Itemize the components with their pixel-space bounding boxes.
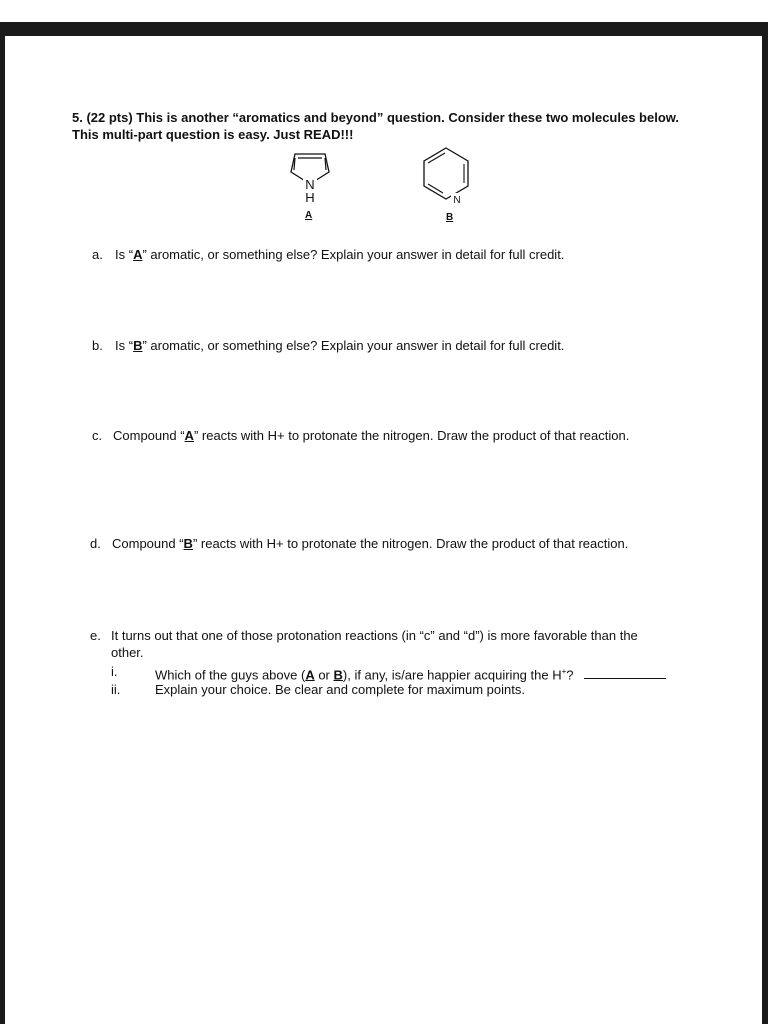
pyridine-double-bond-1 xyxy=(428,153,445,163)
question-header-line1: 5. (22 pts) This is another “aromatics and beyond” question. Consider these two molecules below. xyxy=(72,110,680,125)
pyrrole-nitrogen: N xyxy=(305,177,315,192)
part-e-line1: It turns out that one of those protonation reactions (in “c” and “d”) is more favorable than the xyxy=(111,628,638,643)
part-a-text: Is “A” aromatic, or something else? Explain your answer in detail for full credit. xyxy=(115,247,565,262)
part-d-text: Compound “B” reacts with H+ to protonate the nitrogen. Draw the product of that reaction. xyxy=(112,536,629,551)
pyrrole-hydrogen: H xyxy=(305,190,315,205)
part-a-marker: a. xyxy=(92,247,103,262)
molecule-a-pyrrole xyxy=(285,144,335,206)
molecule-a-label: A xyxy=(305,210,313,221)
part-c-marker: c. xyxy=(92,428,103,443)
pyridine-nitrogen: N xyxy=(453,195,461,206)
pyridine-double-bond-3 xyxy=(428,184,443,193)
part-e-marker: e. xyxy=(90,628,101,643)
pyridine-ring xyxy=(424,148,468,199)
top-strip xyxy=(0,0,768,22)
part-e-i-text: Which of the guys above (A or B), if any, is/are happier acquiring the H+? xyxy=(155,664,666,683)
part-d-marker: d. xyxy=(90,536,101,551)
molecule-b-label: B xyxy=(446,212,454,223)
molecule-b-pyridine xyxy=(416,144,476,208)
part-c-text: Compound “A” reacts with H+ to protonate the nitrogen. Draw the product of that reaction. xyxy=(113,428,630,443)
part-e-ii-text: Explain your choice. Be clear and complete for maximum points. xyxy=(155,682,525,697)
part-b-text: Is “B” aromatic, or something else? Explain your answer in detail for full credit. xyxy=(115,338,565,353)
part-e-i-marker: i. xyxy=(111,664,118,679)
answer-blank[interactable] xyxy=(584,666,666,679)
part-e-ii-marker: ii. xyxy=(111,682,121,697)
part-b-marker: b. xyxy=(92,338,103,353)
part-e-line2: other. xyxy=(111,645,144,660)
question-header-line2: This multi-part question is easy. Just READ!!! xyxy=(72,127,354,142)
worksheet-page xyxy=(5,36,762,1024)
